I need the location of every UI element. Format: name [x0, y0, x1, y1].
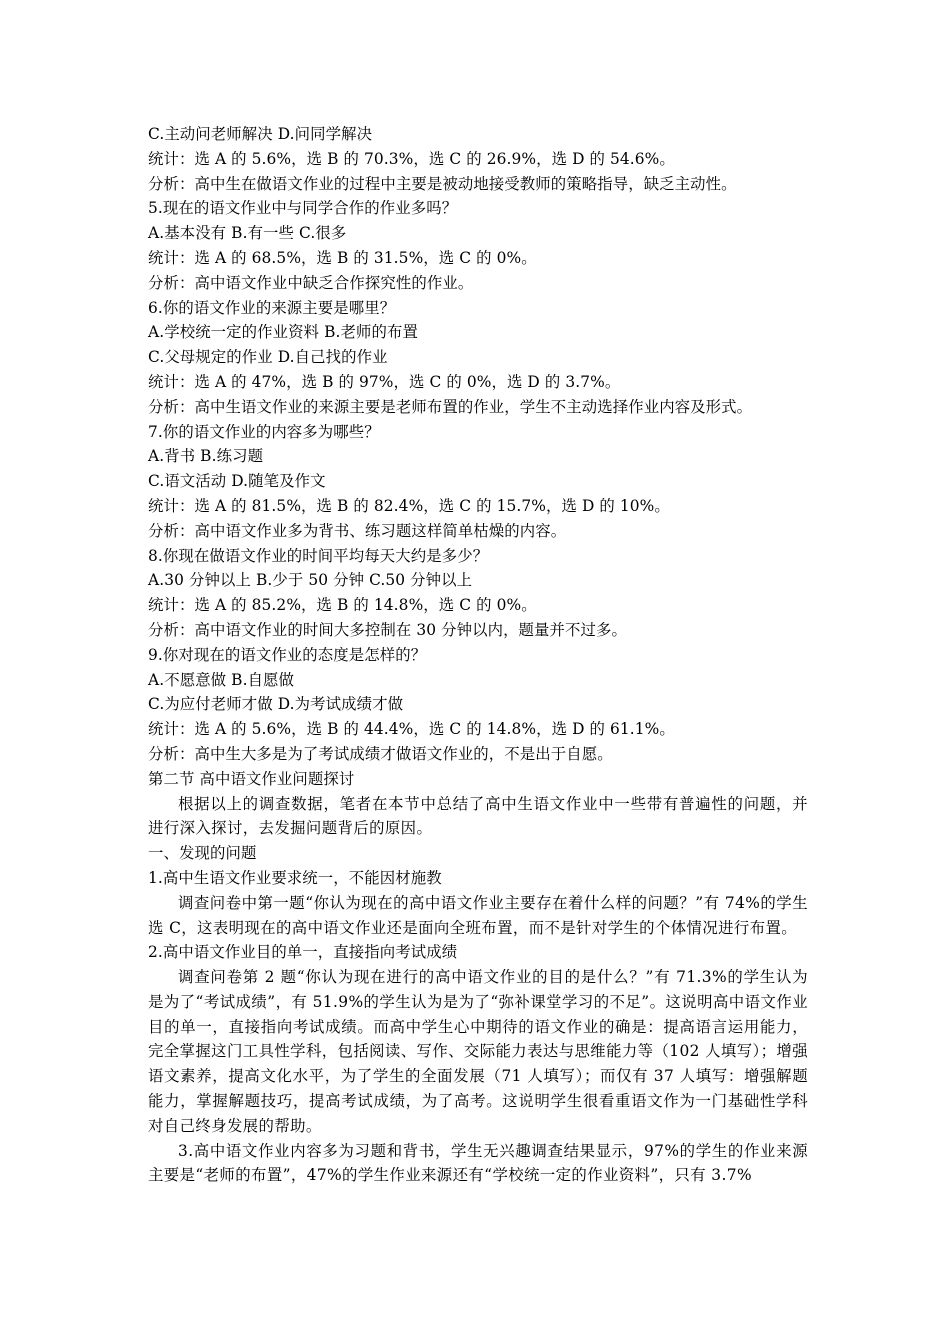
section-heading: 第二节 高中语文作业问题探讨 [148, 769, 355, 788]
text-line: C.语文活动 D.随笔及作文 [148, 472, 326, 491]
text-line: 统计：选 A 的 5.6%，选 B 的 70.3%，选 C 的 26.9%，选 D 的 54.6%。 [148, 149, 675, 168]
text-line: 统计：选 A 的 85.2%，选 B 的 14.8%，选 C 的 0%。 [148, 596, 537, 615]
text-line: 统计：选 A 的 81.5%，选 B 的 82.4%，选 C 的 15.7%，选 D 的 10%。 [148, 496, 670, 515]
text-line: 分析：高中语文作业多为背书、练习题这样简单枯燥的内容。 [148, 521, 567, 540]
text-line: C.主动问老师解决 D.问同学解决 [148, 125, 373, 143]
text-line: 分析：高中语文作业中缺乏合作探究性的作业。 [148, 273, 474, 292]
text-line: A.学校统一定的作业资料 B.老师的布置 [148, 323, 418, 342]
document-page [148, 122, 808, 1188]
text-line: 5.现在的语文作业中与同学合作的作业多吗？ [148, 199, 458, 218]
text-line: A.基本没有 B.有一些 C.很多 [148, 224, 347, 243]
text-line: 分析：高中生语文作业的来源主要是老师布置的作业，学生不主动选择作业内容及形式。 [148, 397, 753, 416]
text-line: 分析：高中语文作业的时间大多控制在 30 分钟以内，题量并不过多。 [148, 620, 627, 639]
text-line: 统计：选 A 的 47%，选 B 的 97%，选 C 的 0%，选 D 的 3.7%。 [148, 372, 621, 391]
text-line: A.背书 B.练习题 [148, 447, 264, 466]
text-line: 7.你的语文作业的内容多为哪些？ [148, 422, 380, 441]
text-line: C.为应付老师才做 D.为考试成绩才做 [148, 695, 404, 714]
issue-1-title: 1.高中生语文作业要求统一，不能因材施教 [148, 868, 442, 887]
text-line: A.不愿意做 B.自愿做 [148, 670, 295, 689]
issue-2-title: 2.高中语文作业目的单一，直接指向考试成绩 [148, 943, 458, 962]
text-line: 统计：选 A 的 5.6%，选 B 的 44.4%，选 C 的 14.8%，选 D 的 61.1%。 [148, 720, 675, 739]
issue-1-paragraph: 调查问卷中第一题“你认为现在的高中语文作业主要存在着什么样的问题？”有 74%的学生选 C，这表明现在的高中语文作业还是面向全班布置，而不是针对学生的个体情况进行布置。 [148, 893, 808, 937]
text-line: 9.你对现在的语文作业的态度是怎样的？ [148, 645, 427, 664]
text-line: A.30 分钟以上 B.少于 50 分钟 C.50 分钟以上 [148, 571, 473, 590]
text-line: 6.你的语文作业的来源主要是哪里？ [148, 298, 396, 317]
subheading-found-problems: 一、发现的问题 [148, 844, 257, 863]
text-line: 统计：选 A 的 68.5%，选 B 的 31.5%，选 C 的 0%。 [148, 248, 537, 267]
text-line: C.父母规定的作业 D.自己找的作业 [148, 348, 388, 367]
issue-2-paragraph: 调查问卷第 2 题“你认为现在进行的高中语文作业的目的是什么？”有 71.3%的学生认为是为了“考试成绩”，有 51.9%的学生认为是为了“弥补课堂学习的不足”。这说明高中语文作业目的单一，直接指向考试成绩。而高中学生心中期待的语文作业的确是：提高语言运用能力，完全掌握这门工具性学科，包括阅读、写作、交际能力表达与思维能力等（102 人填写）；增强语文素养，提高文化水平，为了学生的全面发展（71 人填写）；而仅有 37 人填写：增强解题能力，掌握解题技巧，提高考试成绩，为了高考。这说明学生很看重语文作为一门基础性学科对自己终身发展的帮助。 [148, 968, 808, 1135]
intro-paragraph: 根据以上的调查数据，笔者在本节中总结了高中生语文作业中一些带有普遍性的问题，并进行深入探讨，去发掘问题背后的原因。 [148, 794, 808, 838]
text-line: 分析：高中生大多是为了考试成绩才做语文作业的，不是出于自愿。 [148, 744, 613, 763]
text-line: 8.你现在做语文作业的时间平均每天大约是多少？ [148, 546, 489, 565]
issue-3-paragraph: 3.高中语文作业内容多为习题和背书，学生无兴趣调查结果显示，97%的学生的作业来源主要是“老师的布置”，47%的学生作业来源还有“学校统一定的作业资料”，只有 3.7% [148, 1141, 808, 1185]
text-line: 分析：高中生在做语文作业的过程中主要是被动地接受教师的策略指导，缺乏主动性。 [148, 174, 737, 193]
